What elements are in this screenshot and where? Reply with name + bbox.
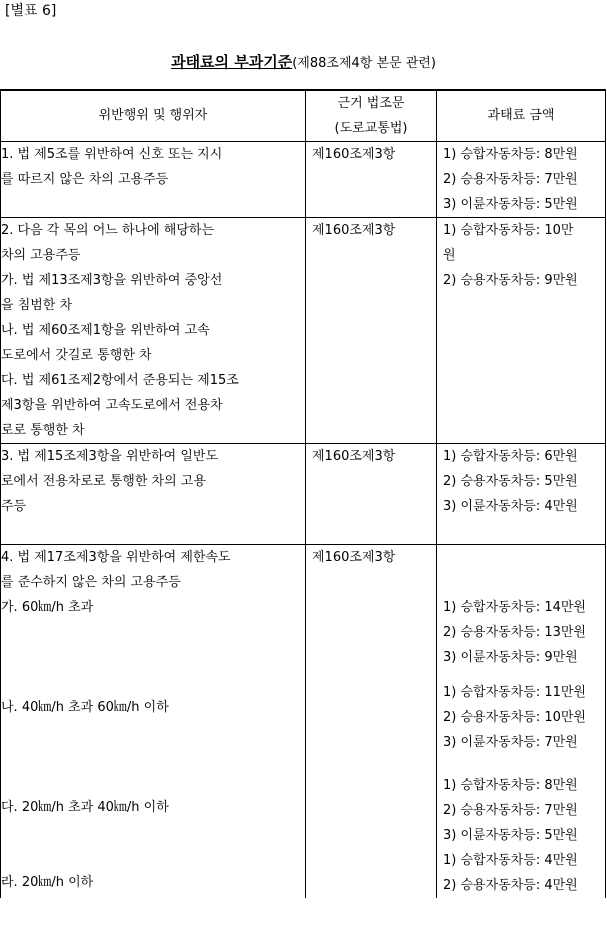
fines-cell — [437, 545, 606, 899]
violation-line: 3. 법 제15조제3항을 위반하여 일반도 — [1, 449, 218, 464]
violation-line: 제3항을 위반하여 고속도로에서 전용차 — [1, 398, 223, 413]
fine-item: 3) 이륜자동차등: 7만원 — [443, 735, 578, 750]
violation-line: 를 준수하지 않은 차의 고용주등 — [1, 575, 181, 590]
fine-item: 1) 승합자동차등: 4만원 — [443, 853, 578, 868]
violation-line: 가. 법 제13조제3항을 위반하여 중앙선 — [1, 273, 223, 288]
basis-cell: 제160조제3항 — [306, 218, 437, 444]
basis-cell: 제160조제3항 — [306, 545, 437, 899]
violation-line: 로로 통행한 차 — [1, 423, 85, 438]
fine-item: 3) 이륜자동차등: 5만원 — [443, 828, 578, 843]
fine-item: 1) 승합자동차등: 11만원 — [443, 685, 586, 700]
violation-line: 2. 다음 각 목의 어느 하나에 해당하는 — [1, 223, 215, 238]
fine-item: 1) 승합자동차등: 8만원 — [443, 778, 578, 793]
speed-subitem-label: 나. 40㎞/h 초과 60㎞/h 이하 — [1, 700, 169, 715]
basis-cell: 제160조제3항 — [306, 444, 437, 545]
fine-item: 3) 이륜자동차등: 9만원 — [443, 650, 578, 665]
fine-item: 2) 승용자동차등: 5만원 — [443, 474, 578, 489]
fine-item: 3) 이륜자동차등: 5만원 — [443, 197, 578, 212]
fine-item: 1) 승합자동차등: 14만원 — [443, 600, 586, 615]
fine-item: 2) 승용자동차등: 10만원 — [443, 710, 586, 725]
header-amount: 과태료 금액 — [437, 90, 606, 142]
fine-table — [0, 89, 606, 898]
annex-label: [별표 6] — [5, 3, 57, 19]
header-violation: 위반행위 및 행위자 — [1, 90, 306, 142]
title-sub: (제88조제4항 본문 관련) — [292, 56, 436, 71]
table-row — [1, 545, 606, 899]
violation-line: 도로에서 갓길로 통행한 차 — [1, 348, 152, 363]
violation-cell — [1, 218, 306, 444]
header-basis-line2: (도로교통법) — [334, 121, 408, 136]
violation-line: 나. 법 제60조제1항을 위반하여 고속 — [1, 323, 210, 338]
title-main: 과태료의 부과기준 — [171, 53, 293, 71]
fine-item: 2) 승용자동차등: 7만원 — [443, 172, 578, 187]
fines-cell — [437, 218, 606, 444]
fines-cell — [437, 444, 606, 545]
table-row — [1, 218, 606, 444]
fine-item: 3) 이륜자동차등: 4만원 — [443, 499, 578, 514]
violation-line: 로에서 전용차로로 통행한 차의 고용 — [1, 474, 206, 489]
fine-item: 1) 승합자동차등: 10만 — [443, 223, 574, 238]
basis-cell: 제160조제3항 — [306, 142, 437, 218]
speed-subitem-label: 라. 20㎞/h 이하 — [1, 875, 94, 890]
speed-subitem-label: 가. 60㎞/h 초과 — [1, 600, 94, 615]
violation-line: 주등 — [1, 499, 27, 514]
fine-item: 1) 승합자동차등: 8만원 — [443, 147, 578, 162]
violation-line: 1. 법 제5조를 위반하여 신호 또는 지시 — [1, 147, 223, 162]
header-basis-line1: 근거 법조문 — [337, 96, 405, 111]
table-row — [1, 142, 606, 218]
fine-item: 2) 승용자동차등: 4만원 — [443, 878, 578, 893]
speed-subitem-label: 다. 20㎞/h 초과 40㎞/h 이하 — [1, 800, 169, 815]
fine-item: 2) 승용자동차등: 9만원 — [443, 273, 578, 288]
table-row — [1, 444, 606, 545]
fine-item: 2) 승용자동차등: 7만원 — [443, 803, 578, 818]
violation-line: 를 따르지 않은 차의 고용주등 — [1, 172, 169, 187]
fines-cell — [437, 142, 606, 218]
table-header-row — [1, 90, 606, 142]
fine-item: 원 — [443, 248, 456, 263]
header-basis — [306, 90, 437, 142]
violation-cell — [1, 142, 306, 218]
violation-line: 차의 고용주등 — [1, 248, 81, 263]
document-title — [0, 51, 607, 72]
violation-line: 4. 법 제17조제3항을 위반하여 제한속도 — [1, 550, 231, 565]
violation-cell — [1, 444, 306, 545]
violation-line: 을 침범한 차 — [1, 298, 73, 313]
violation-line: 다. 법 제61조제2항에서 준용되는 제15조 — [1, 373, 239, 388]
fine-item: 1) 승합자동차등: 6만원 — [443, 449, 578, 464]
violation-cell — [1, 545, 306, 899]
fine-item: 2) 승용자동차등: 13만원 — [443, 625, 586, 640]
